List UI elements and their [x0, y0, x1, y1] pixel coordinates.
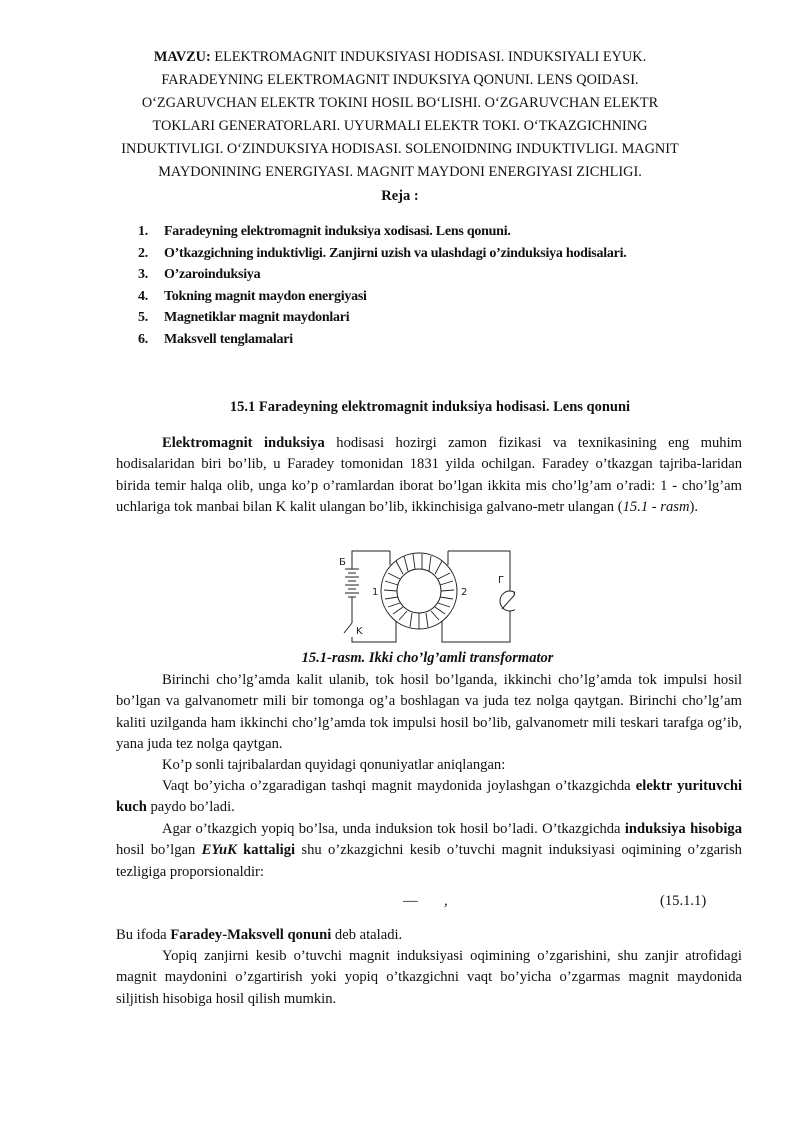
paragraph-6: Bu ifoda Faradey-Maksvell qonuni deb ataladi. [116, 927, 403, 943]
paragraph-1: Elektromagnit induksiya hodisasi hozirgi zamon fizikasi va texnikasining eng muhim hodisalaridan biri bo’lib, u Faradey tomonidan 1831 yilda ochilgan. Faradey o’tkazgan tajriba-laridan birida temir halqa olib, unga ko’p o’ramlardan iborat bo’lgan ikkita mis cho’lg’am o’radi: 1 - cho’lg’am uchlariga tok manbai bilan K kalit ulangan bo’lib, ikkinchisiga galvano-metr ulangan (15.1 - rasm). [116, 435, 742, 515]
coil-2-label: 2 [461, 587, 468, 598]
galvanometer-label: Г [498, 575, 505, 586]
plan-item: 3. O’zaroinduksiya [138, 267, 261, 283]
paragraph-3: Ko’p sonli tajribalardan quyidagi qonuniyatlar aniqlangan: [162, 757, 506, 773]
transformer-figure [330, 543, 515, 645]
plan-item: 1. Faradeyning elektromagnit induksiya xodisasi. Lens qonuni. [138, 224, 511, 239]
plan-heading: Reja : [381, 188, 419, 204]
figure-caption: 15.1-rasm. Ikki cho’lg’amli transformator [301, 650, 554, 666]
paragraph-4: Vaqt bo’yicha o’zgaradigan tashqi magnit maydonida joylashgan o’tkazgichda elektr yurituvchi kuch paydo bo’ladi. [116, 778, 743, 816]
plan-item: 4. Tokning magnit maydon energiyasi [138, 288, 367, 304]
plan-item: 5. Magnetiklar magnit maydonlari [138, 310, 350, 326]
plan-list [138, 221, 627, 351]
battery-label: Б [339, 557, 346, 568]
topic-label: MAVZU: [153, 49, 211, 65]
topic-title [110, 46, 690, 184]
paragraph-7: Yopiq zanjirni kesib o’tuvchi magnit induksiyasi oqimining o’zgarishini, shu zanjir atrofidagi magnit maydonini o’zgartirish yoki yopiq o’tkazgichni vaqt bo’yicha o’zgarmas magnit maydonida siljitish hisobiga hosil qilish mumkin. [116, 948, 742, 1007]
coil-1-label: 1 [372, 587, 379, 598]
formula-comma: , [444, 893, 448, 909]
formula-fraction-bar: — [403, 893, 418, 909]
equation-number: (15.1.1) [660, 893, 707, 909]
topic-text: ELEKTROMAGNIT INDUKSIYASI HODISASI. INDUKSIYALI EYUK. FARADEYNING ELEKTROMAGNIT INDUKSIYA QONUNI. LENS QOIDASI. O‘ZGARUVCHAN ELEKTR TOKINI HOSIL BO‘LISHI. O‘ZGARUVCHAN ELEKTR TOKLARI GENERATORLARI. UYURMALI ELEKTR TOKI. O‘TKAZGICHNING INDUKTIVLIGI. O‘ZINDUKSIYA HODISASI. SOLENOIDNING INDUKTIVLIGI. MAGNIT MAYDONINING ENERGIYASI. MAGNIT MAYDONI ENERGIYASI ZICHLIGI. [121, 49, 679, 180]
plan-item: 2. O’tkazgichning induktivligi. Zanjirni uzish va ulashdagi o’zinduksiya hodisalari. [138, 245, 627, 261]
plan-item: 6. Maksvell tenglamalari [138, 331, 293, 347]
key-label: K [356, 626, 363, 637]
paragraph-2: Birinchi cho’lg’amda kalit ulanib, tok hosil bo’lganda, ikkinchi cho’lg’amda tok impulsi hosil bo’lgan va galvanometr mili bir tomonga og’a boshlagan va juda tez nolga qaytgan. Birinchi cho’lg’am kaliti uzilganda ham ikkinchi cho’lg’amda tok impulsi hosil bo’lib, galvanometr mili teskari tarafga og’ib, yana juda tez nolga qaytgan. [116, 672, 742, 752]
section-heading: 15.1 Faradeyning elektromagnit induksiya hodisasi. Lens qonuni [229, 399, 631, 415]
paragraph-5: Agar o’tkazgich yopiq bo’lsa, unda induksion tok hosil bo’ladi. O’tkazgichda induksiya hisobiga hosil bo’lgan EYuK kattaligi shu o’zkazgichni kesib o’tuvchi magnit induksiyasi oqimining o’zgarish tezligiga proporsionaldir: [116, 821, 742, 880]
